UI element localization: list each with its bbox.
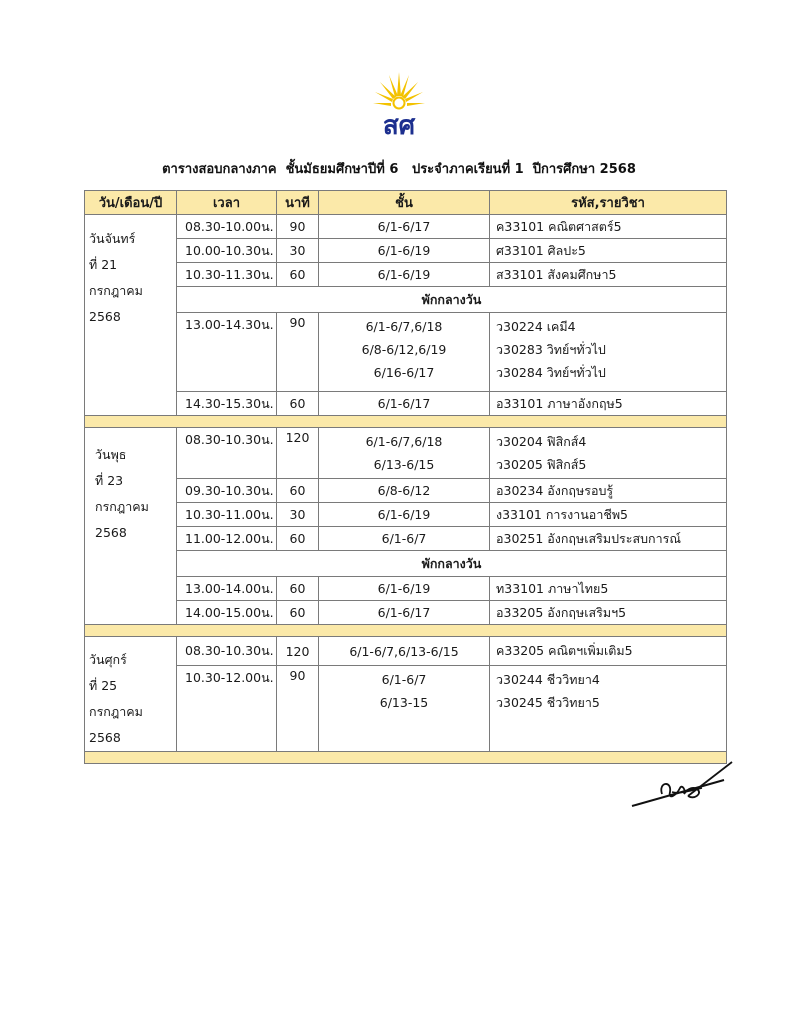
signature (628, 760, 736, 812)
day-date: ที่ 25 (89, 678, 118, 693)
table-row (85, 666, 727, 752)
subject-cell: ศ33101 ศิลปะ5 (490, 239, 727, 263)
class-cell: 6/1-6/17 (319, 215, 490, 239)
subject-cell: ค33101 คณิตศาสตร์5 (490, 215, 727, 239)
exam-schedule-table (84, 190, 727, 764)
day-cell (85, 215, 177, 416)
subject-line: ว30244 ชีววิทยา4 (496, 672, 600, 688)
time-cell: 10.30-11.00น. (177, 503, 277, 527)
minutes-cell: 120 (277, 428, 319, 479)
header-day: วัน/เดือน/ปี (85, 191, 177, 215)
class-cell: 6/1-6/17 (319, 601, 490, 625)
subject-cell (490, 666, 727, 752)
minutes-cell: 30 (277, 239, 319, 263)
header-subject: รหัส,รายวิชา (490, 191, 727, 215)
subject-cell: ท33101 ภาษาไทย5 (490, 577, 727, 601)
minutes-cell: 60 (277, 392, 319, 416)
table-row (85, 503, 727, 527)
header-class: ชั้น (319, 191, 490, 215)
minutes-cell: 60 (277, 601, 319, 625)
school-logo (372, 70, 426, 138)
subject-line: ว30224 เคมี4 (496, 319, 576, 334)
class-cell: 6/1-6/19 (319, 503, 490, 527)
minutes-cell: 60 (277, 479, 319, 503)
table-row (85, 263, 727, 287)
day-month: กรกฎาคม (95, 499, 149, 514)
table-row (85, 527, 727, 551)
header-minutes: นาที (277, 191, 319, 215)
time-cell: 08.30-10.30น. (177, 428, 277, 479)
class-cell (319, 428, 490, 479)
day-cell (85, 637, 177, 752)
minutes-cell: 30 (277, 503, 319, 527)
class-line: 6/1-6/7,6/18 (365, 434, 443, 449)
time-cell: 08.30-10.00น. (177, 215, 277, 239)
table-row (85, 313, 727, 392)
day-cell (85, 428, 177, 625)
class-line: 6/1-6/7 (381, 672, 427, 688)
subject-line: ว30284 วิทย์ฯทั่วไป (496, 365, 606, 380)
time-cell: 10.30-12.00น. (177, 666, 277, 752)
subject-cell: ส33101 สังคมศึกษา5 (490, 263, 727, 287)
lunch-break-label: พักกลางวัน (177, 287, 727, 313)
class-cell: 6/1-6/17 (319, 392, 490, 416)
class-cell: 6/1-6/7 (319, 527, 490, 551)
minutes-cell: 60 (277, 577, 319, 601)
subject-line: ว30245 ชีววิทยา5 (496, 695, 600, 711)
logo-rays-icon (373, 72, 425, 106)
day-name: วันจันทร์ (89, 231, 136, 246)
minutes-cell: 90 (277, 215, 319, 239)
subject-line: ว30283 วิทย์ฯทั่วไป (496, 342, 606, 357)
subject-cell: ง33101 การงานอาชีพ5 (490, 503, 727, 527)
table-row (85, 428, 727, 479)
time-cell: 10.30-11.30น. (177, 263, 277, 287)
day-year: 2568 (89, 730, 121, 745)
time-cell: 13.00-14.00น. (177, 577, 277, 601)
day-year: 2568 (95, 525, 127, 540)
class-line: 6/8-6/12,6/19 (361, 342, 447, 357)
time-cell: 09.30-10.30น. (177, 479, 277, 503)
minutes-cell: 90 (277, 313, 319, 392)
day-name: วันพุธ (95, 447, 127, 462)
lunch-break-label: พักกลางวัน (177, 551, 727, 577)
subject-cell (490, 428, 727, 479)
minutes-cell: 90 (277, 666, 319, 752)
day-year: 2568 (89, 309, 121, 324)
day-separator (85, 625, 727, 637)
day-date: ที่ 23 (95, 473, 124, 488)
class-cell: 6/1-6/7,6/13-6/15 (319, 637, 490, 666)
time-cell: 14.30-15.30น. (177, 392, 277, 416)
class-line: 6/13-15 (379, 695, 429, 711)
table-row (85, 239, 727, 263)
header-time: เวลา (177, 191, 277, 215)
logo-text: สศ (382, 111, 416, 138)
subject-cell: อ33101 ภาษาอังกฤษ5 (490, 392, 727, 416)
subject-cell (490, 313, 727, 392)
table-row (85, 392, 727, 416)
subject-line: ว30204 ฟิสิกส์4 (496, 434, 587, 449)
time-cell: 08.30-10.30น. (177, 637, 277, 666)
class-cell: 6/1-6/19 (319, 577, 490, 601)
day-date: ที่ 21 (89, 257, 118, 272)
class-cell: 6/1-6/19 (319, 263, 490, 287)
time-cell: 11.00-12.00น. (177, 527, 277, 551)
time-cell: 14.00-15.00น. (177, 601, 277, 625)
table-header-row (85, 191, 727, 215)
day-month: กรกฎาคม (89, 704, 143, 719)
time-cell: 13.00-14.30น. (177, 313, 277, 392)
table-row (85, 215, 727, 239)
lunch-break-row (85, 551, 727, 577)
table-row (85, 601, 727, 625)
lunch-break-row (85, 287, 727, 313)
class-cell: 6/8-6/12 (319, 479, 490, 503)
class-cell (319, 313, 490, 392)
table-row (85, 577, 727, 601)
minutes-cell: 120 (277, 637, 319, 666)
class-cell (319, 666, 490, 752)
day-month: กรกฎาคม (89, 283, 143, 298)
class-line: 6/16-6/17 (373, 365, 435, 380)
logo-emblem (394, 98, 405, 109)
table-row (85, 479, 727, 503)
table-row (85, 637, 727, 666)
time-cell: 10.00-10.30น. (177, 239, 277, 263)
subject-cell: อ30234 อังกฤษรอบรู้ (490, 479, 727, 503)
day-separator (85, 416, 727, 428)
class-cell: 6/1-6/19 (319, 239, 490, 263)
subject-cell: อ33205 อังกฤษเสริมฯ5 (490, 601, 727, 625)
subject-cell: อ30251 อังกฤษเสริมประสบการณ์ (490, 527, 727, 551)
page-title: ตารางสอบกลางภาค ชั้นมัธยมศึกษาปีที่ 6 ประจำภาคเรียนที่ 1 ปีการศึกษา 2568 (162, 162, 636, 177)
class-line: 6/1-6/7,6/18 (365, 319, 443, 334)
subject-line: ว30205 ฟิสิกส์5 (496, 457, 587, 472)
day-name: วันศุกร์ (89, 652, 127, 667)
class-line: 6/13-6/15 (373, 457, 435, 472)
subject-cell: ค33205 คณิตฯเพิ่มเติม5 (490, 637, 727, 666)
minutes-cell: 60 (277, 263, 319, 287)
minutes-cell: 60 (277, 527, 319, 551)
